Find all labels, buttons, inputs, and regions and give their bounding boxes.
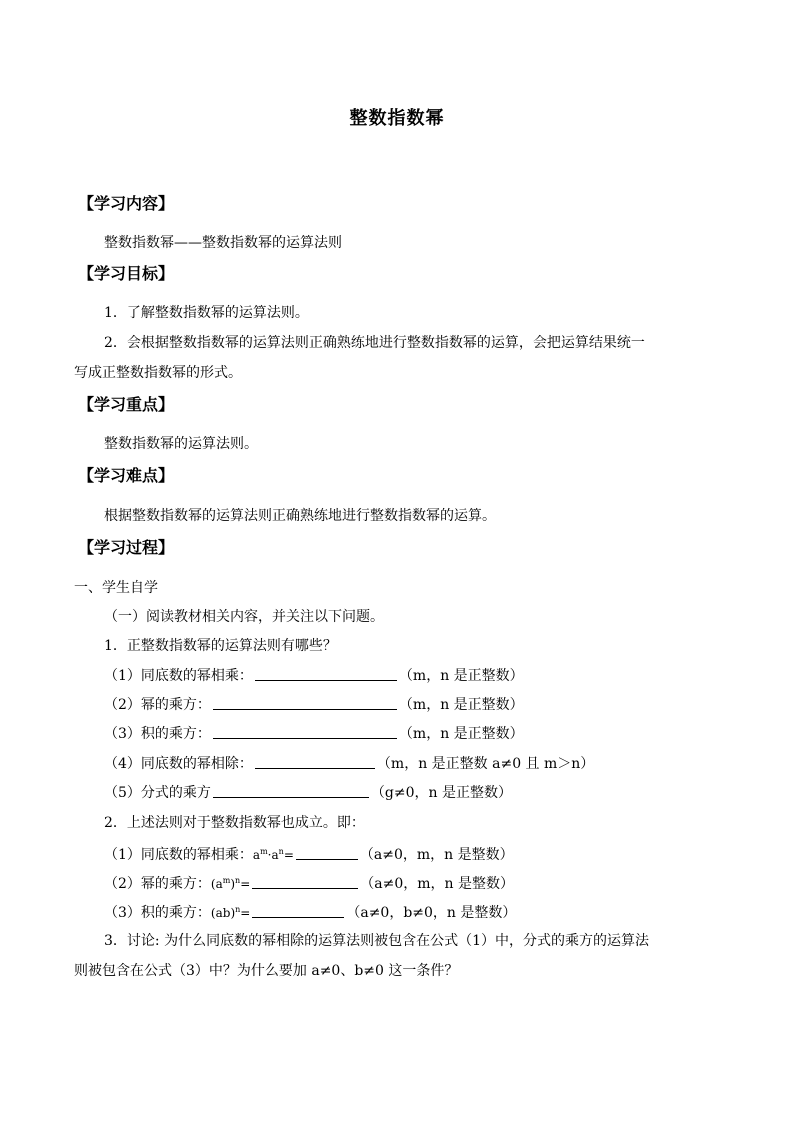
rule-1-answer-blank[interactable] [255,666,397,681]
rule-3-label: （3）积的乘方： [104,726,211,742]
int-rule-2-note: （a≠0，m，n 是整数） [360,876,514,892]
document-title: 整数指数幂 [349,108,445,129]
int-rule-3-label: （3）积的乘方： [104,905,211,921]
question-1: 1．正整数指数幂的运算法则有哪些？ [104,638,337,654]
section-heading-process: 【学习过程】 [78,538,175,557]
rule-4-label: （4）同底数的幂相除： [104,756,253,772]
rule-2-label: （2）幂的乘方： [104,697,211,713]
question-3-line-2: 则被包含在公式（3）中？为什么要加 a≠0、b≠0 这一条件？ [74,963,459,979]
rule-5-label: （5）分式的乘方 [104,785,211,801]
int-rule-2-label: （2）幂的乘方： [104,876,211,892]
int-rule-1-label: （1）同底数的幂相乘： [104,847,253,863]
int-rule-3-row [104,900,516,923]
key-points-text: 整数指数幂的运算法则。 [104,436,258,452]
rule-2-answer-blank[interactable] [213,695,397,710]
int-rule-2-answer-blank[interactable] [252,874,358,889]
int-rule-1-note: （a≠0，m，n 是整数） [359,847,514,863]
rule-5-row [104,783,512,803]
rule-1-row [104,666,524,686]
int-rule-3-answer-blank[interactable] [252,903,344,918]
section-heading-goals: 【学习目标】 [78,264,175,283]
goal-1: 1．了解整数指数幂的运算法则。 [104,305,309,321]
int-rule-2-formula: $(a^m)^n=$ [210,876,251,891]
rule-4-note: （m，n 是正整数 a≠0 且 m＞n） [376,756,595,772]
goal-2-line-1: 2．会根据整数指数幂的运算法则正确熟练地进行整数指数幂的运算，会把运算结果统一 [104,335,645,351]
int-rule-1-row [104,842,514,865]
content-text: 整数指数幂——整数指数幂的运算法则 [104,235,342,251]
int-rule-3-formula: (ab)$^n$= [210,905,251,920]
rule-2-note: （m，n 是正整数） [398,697,524,713]
int-rule-3-note: （a≠0，b≠0，n 是整数） [346,905,517,921]
rule-5-answer-blank[interactable] [213,783,369,798]
rule-1-label: （1）同底数的幂相乘： [104,668,253,684]
int-rule-1-formula: $a^m\cdot a^n=$ [252,847,294,862]
rule-4-row [104,754,594,774]
rule-3-note: （m，n 是正整数） [398,726,524,742]
section-heading-difficulties: 【学习难点】 [78,466,175,485]
rule-1-note: （m，n 是正整数） [398,668,524,684]
rule-3-row [104,724,524,744]
int-rule-1-answer-blank[interactable] [296,845,358,860]
section-heading-content: 【学习内容】 [78,194,175,213]
rule-4-answer-blank[interactable] [255,754,375,769]
section-heading-key-points: 【学习重点】 [78,395,175,414]
sub-1-text: （一）阅读教材相关内容，并关注以下问题。 [104,609,384,625]
question-2: 2．上述法则对于整数指数幂也成立。即： [104,815,365,831]
difficulties-text: 根据整数指数幂的运算法则正确熟练地进行整数指数幂的运算。 [104,508,496,524]
rule-2-row [104,695,524,715]
goal-2-line-2: 写成正整数指数幂的形式。 [74,365,242,381]
question-3-line-1: 3．讨论: 为什么同底数的幂相除的运算法则被包含在公式（1）中，分式的乘方的运算法 [104,933,649,949]
rule-5-note: （g≠0，n 是正整数） [370,785,512,801]
part-1-heading: 一、学生自学 [74,580,158,596]
int-rule-2-row [104,871,514,894]
rule-3-answer-blank[interactable] [213,724,397,739]
